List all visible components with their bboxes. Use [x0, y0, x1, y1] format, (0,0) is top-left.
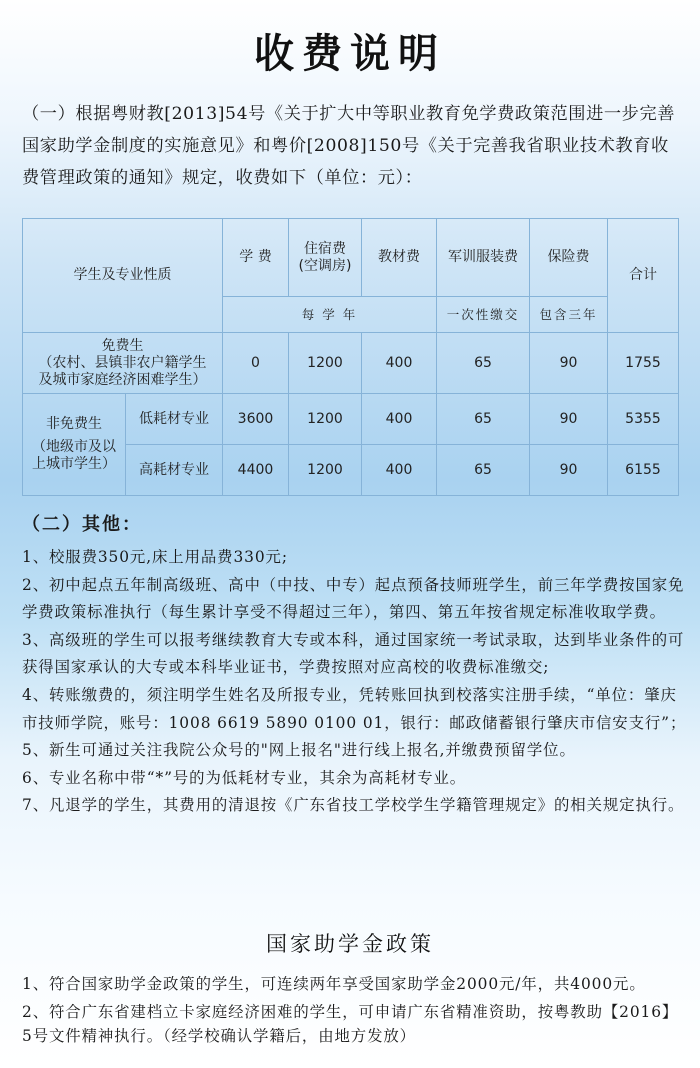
header-textbook: 教材费 — [362, 219, 437, 297]
low-total: 5355 — [608, 394, 679, 445]
table-row — [23, 394, 679, 445]
high-insurance: 90 — [530, 445, 608, 496]
free-tuition: 0 — [223, 333, 289, 394]
list-item: 2、符合广东省建档立卡家庭经济困难的学生，可申请广东省精准资助，按粤教助【2016】5号文件精神执行。（经学校确认学籍后，由地方发放） — [22, 1003, 679, 1045]
high-total: 6155 — [608, 445, 679, 496]
free-label-line3: 及城市家庭经济困难学生） — [38, 371, 207, 388]
list-item: 1、符合国家助学金政策的学生，可连续两年享受国家助学金2000元/年，共4000元。 — [22, 975, 646, 993]
header-three-years: 包含三年 — [530, 297, 608, 333]
free-student-label — [23, 333, 223, 394]
high-tuition: 4400 — [223, 445, 289, 496]
intro-paragraph: （一）根据粤财教[2013]54号《关于扩大中等职业教育免学费政策范围进一步完善国家助学金制度的实施意见》和粤价[2008]150号《关于完善我省职业技术教育收费管理政策的通知》规定，收费如下（单位：元）： — [22, 104, 676, 188]
header-dorm — [289, 219, 362, 297]
low-uniform: 65 — [437, 394, 530, 445]
list-item: 4、转账缴费的，须注明学生姓名及所报专业，凭转账回执到校落实注册手续，“单位：肇庆市技师学院，账号：1008 6619 5890 0100 01，银行：邮政储蓄银行肇庆市信安支行”； — [22, 685, 687, 732]
grant-policy-title: 国家助学金政策 — [266, 932, 434, 956]
free-total: 1755 — [608, 333, 679, 394]
nonfree-label-line2: （地级市及以 — [32, 439, 116, 455]
page-title: 收费说明 — [254, 30, 446, 77]
header-per-year: 每 学 年 — [223, 297, 437, 333]
high-textbook: 400 — [362, 445, 437, 496]
header-one-time: 一次性缴交 — [437, 297, 530, 333]
low-consumable-label: 低耗材专业 — [126, 394, 223, 445]
header-dorm-line1: 住宿费 — [304, 240, 346, 257]
free-dorm: 1200 — [289, 333, 362, 394]
header-insurance: 保险费 — [530, 219, 608, 297]
header-tuition: 学 费 — [223, 219, 289, 297]
free-textbook: 400 — [362, 333, 437, 394]
list-item: 3、高级班的学生可以报考继续教育大专或本科，通过国家统一考试录取，达到毕业条件的可获得国家承认的大专或本科毕业证书，学费按照对应高校的收费标准缴交; — [22, 630, 685, 677]
list-item: 7、凡退学的学生，其费用的清退按《广东省技工学校学生学籍管理规定》的相关规定执行。 — [22, 796, 685, 815]
header-total: 合计 — [608, 219, 679, 333]
free-label-line1: 免费生 — [101, 337, 144, 354]
high-uniform: 65 — [437, 445, 530, 496]
list-item: 1、校服费350元,床上用品费330元; — [22, 548, 288, 566]
nonfree-label-line3: 上城市学生） — [32, 456, 116, 472]
fee-table — [22, 218, 679, 496]
other-items-list — [22, 544, 688, 820]
free-insurance: 90 — [530, 333, 608, 394]
free-label-line2: （农村、县镇非农户籍学生 — [38, 354, 207, 371]
low-dorm: 1200 — [289, 394, 362, 445]
header-uniform: 军训服装费 — [437, 219, 530, 297]
list-item: 5、新生可通过关注我院公众号的"网上报名"进行线上报名,并缴费预留学位。 — [22, 741, 576, 760]
high-dorm: 1200 — [289, 445, 362, 496]
header-dorm-line2: (空调房) — [298, 257, 352, 274]
high-consumable-label: 高耗材专业 — [126, 445, 223, 496]
section-other-title: （二）其他： — [22, 514, 142, 535]
low-insurance: 90 — [530, 394, 608, 445]
nonfree-student-label — [23, 394, 126, 496]
grant-items-list — [22, 972, 688, 1052]
nonfree-label-line1: 非免费生 — [46, 416, 102, 432]
low-tuition: 3600 — [223, 394, 289, 445]
low-textbook: 400 — [362, 394, 437, 445]
header-category: 学生及专业性质 — [23, 219, 223, 333]
free-uniform: 65 — [437, 333, 530, 394]
list-item: 2、初中起点五年制高级班、高中（中技、中专）起点预备技师班学生，前三年学费按国家免学费政策标准执行（每生累计享受不得超过三年），第四、第五年按省规定标准收取学费。 — [22, 575, 685, 622]
list-item: 6、专业名称中带“*”号的为低耗材专业，其余为高耗材专业。 — [22, 768, 467, 787]
table-row — [23, 333, 679, 394]
